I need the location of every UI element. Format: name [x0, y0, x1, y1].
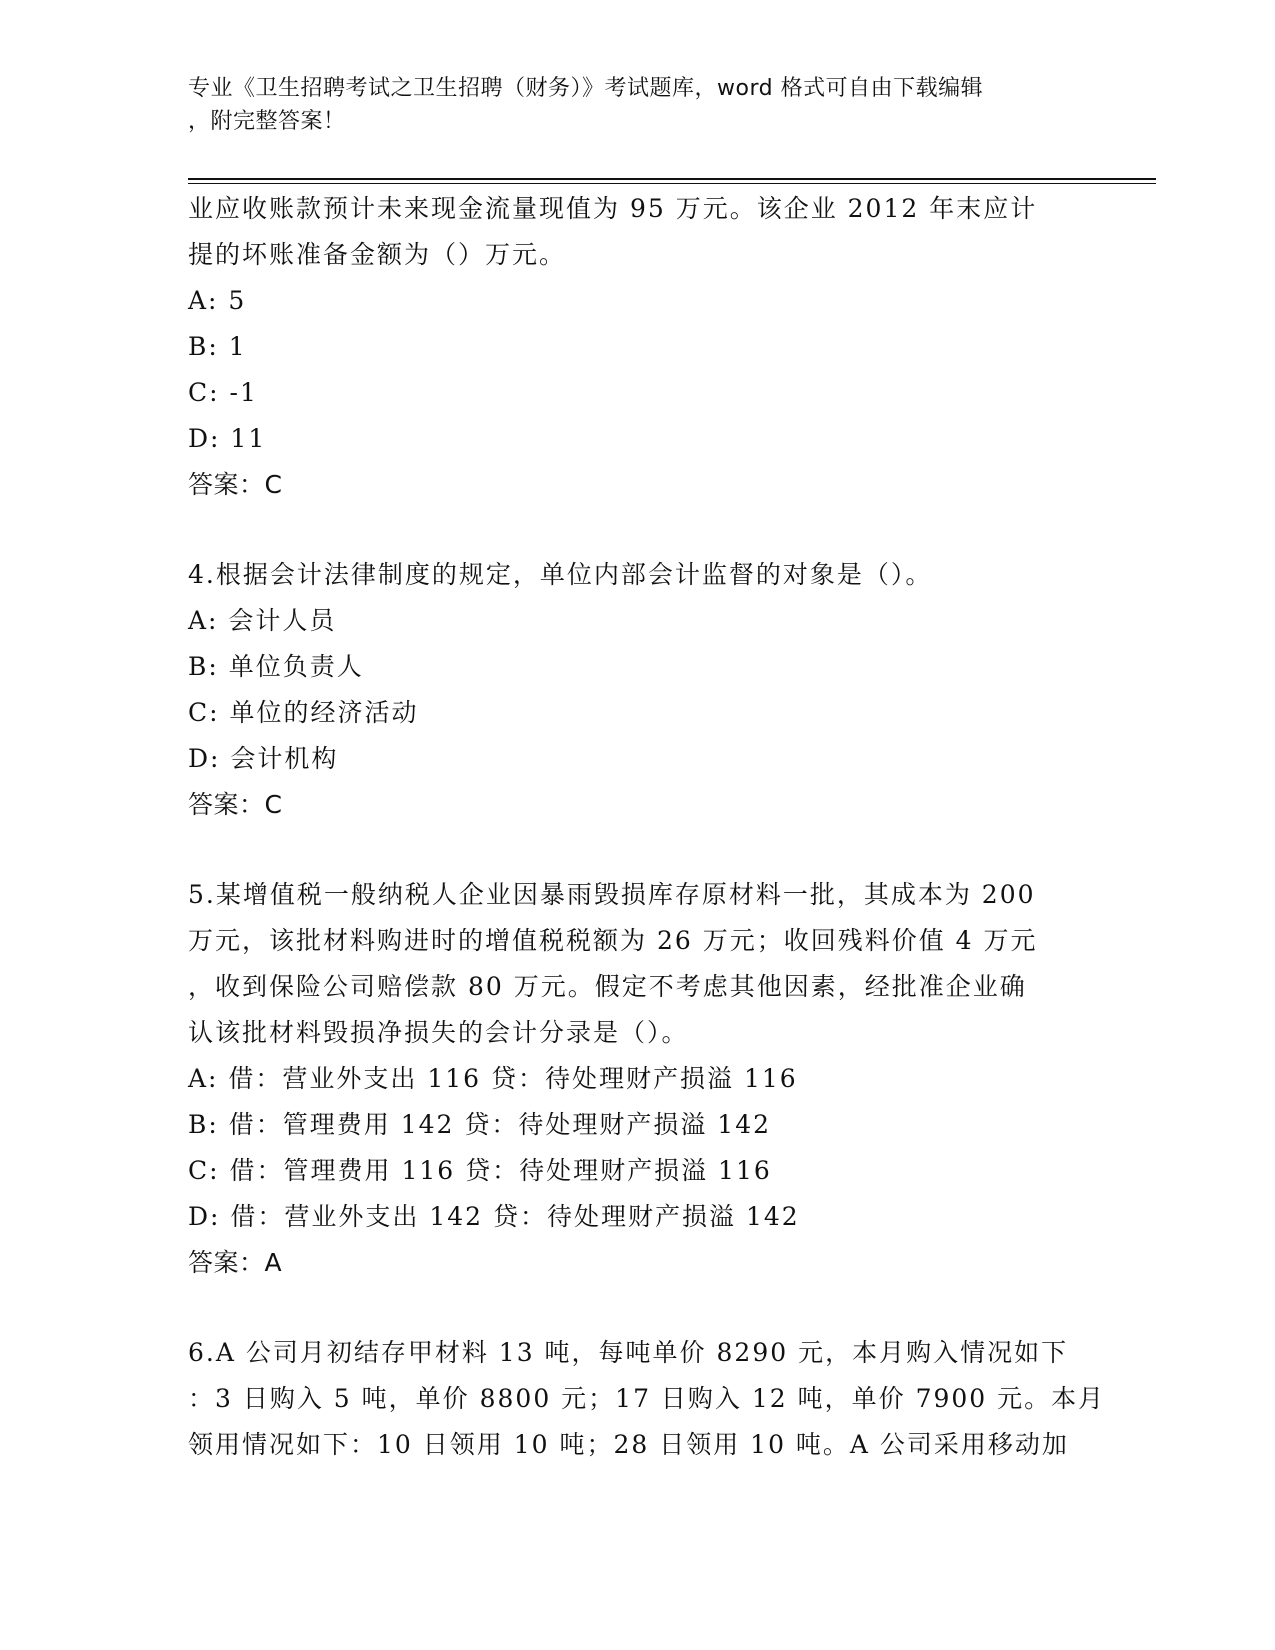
question-5-answer: 答案：A [188, 1248, 283, 1277]
question-5-option-c: C: 借：管理费用 116 贷：待处理财产损溢 116 [188, 1156, 772, 1185]
question-5-option-a: A: 借：营业外支出 116 贷：待处理财产损溢 116 [188, 1064, 798, 1093]
question-5-option-d: D: 借：营业外支出 142 贷：待处理财产损溢 142 [188, 1202, 800, 1231]
question-3-option-a: A: 5 [188, 286, 247, 315]
question-content [188, 186, 1106, 1468]
question-5-text-line: 5.某增值税一般纳税人企业因暴雨毁损库存原材料一批，其成本为 200 [188, 880, 1036, 909]
question-spacer [188, 508, 1088, 552]
question-3-option-d: D: 11 [188, 424, 267, 453]
question-4 [188, 552, 1088, 828]
question-3-option-b: B: 1 [188, 332, 247, 361]
question-3 [188, 186, 1088, 508]
question-4-option-c: C: 单位的经济活动 [188, 698, 419, 727]
question-5-text-line: 认该批材料毁损净损失的会计分录是（）。 [188, 1018, 689, 1047]
question-6 [188, 1330, 1106, 1468]
question-spacer [188, 828, 1088, 872]
question-5-text-line: 万元，该批材料购进时的增值税税额为 26 万元；收回残料价值 4 万元 [188, 926, 1038, 955]
question-3-text-line: 提的坏账准备金额为（）万元。 [188, 240, 567, 269]
question-3-option-c: C: -1 [188, 378, 258, 407]
question-6-text-line: ：3 日购入 5 吨，单价 8800 元；17 日购入 12 吨，单价 7900 元。本月 [188, 1384, 1106, 1413]
question-4-option-d: D: 会计机构 [188, 744, 339, 773]
question-4-text-line: 4.根据会计法律制度的规定，单位内部会计监督的对象是（）。 [188, 560, 933, 589]
question-4-option-a: A: 会计人员 [188, 606, 337, 635]
question-6-text-line: 6.A 公司月初结存甲材料 13 吨，每吨单价 8290 元，本月购入情况如下 [188, 1338, 1069, 1367]
header-line-2: ，附完整答案！ [188, 109, 346, 134]
question-5-text-line: ，收到保险公司赔偿款 80 万元。假定不考虑其他因素，经批准企业确 [188, 972, 1027, 1001]
document-header [188, 72, 1088, 138]
question-4-answer: 答案：C [188, 790, 283, 819]
header-line-1: 专业《卫生招聘考试之卫生招聘（财务）》考试题库，word 格式可自由下载编辑 [188, 76, 984, 101]
question-4-option-b: B: 单位负责人 [188, 652, 364, 681]
question-3-answer: 答案：C [188, 470, 283, 499]
header-divider-thick [188, 178, 1156, 180]
question-3-text-line: 业应收账款预计未来现金流量现值为 95 万元。该企业 2012 年末应计 [188, 194, 1038, 223]
question-5 [188, 872, 1088, 1286]
question-spacer [188, 1286, 1088, 1330]
question-6-text-line: 领用情况如下：10 日领用 10 吨；28 日领用 10 吨。A 公司采用移动加 [188, 1430, 1069, 1459]
question-5-option-b: B: 借：管理费用 142 贷：待处理财产损溢 142 [188, 1110, 772, 1139]
header-divider-thin [188, 183, 1156, 184]
